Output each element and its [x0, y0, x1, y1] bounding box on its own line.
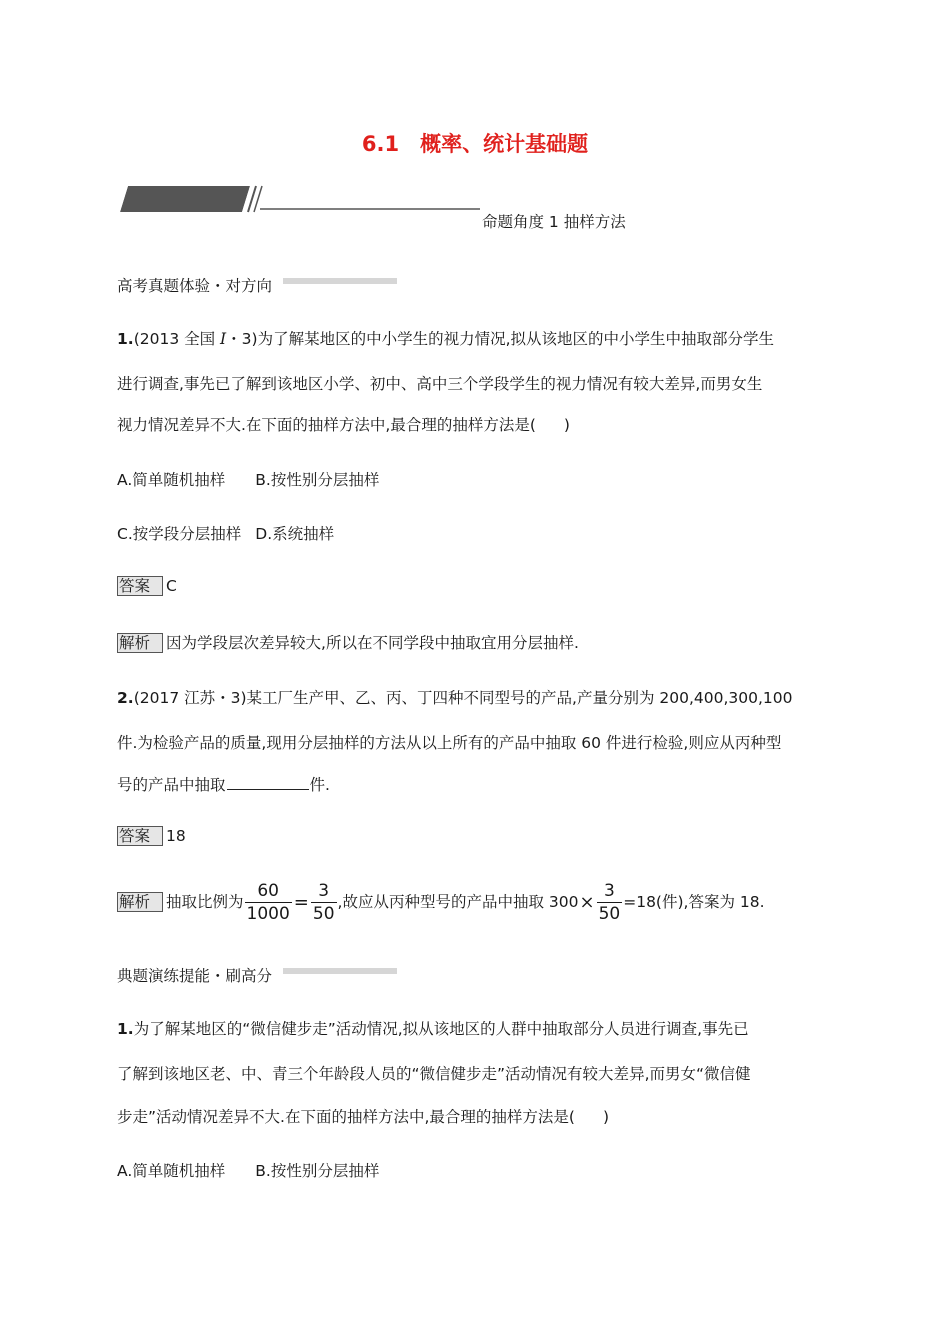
- p1-text: 为了解某地区的“微信健步走”活动情况,拟从该地区的人群中抽取部分人员进行调查,事先已: [133, 1020, 749, 1038]
- banner-bar-dark: [120, 186, 250, 212]
- fraction-60-1000: [245, 880, 292, 925]
- q1-analysis: [117, 631, 579, 653]
- equals-sign: =: [293, 892, 309, 913]
- answer-value: 18: [166, 827, 186, 845]
- fraction-numerator: 3: [597, 880, 623, 903]
- option-a: A.简单随机抽样: [117, 1162, 226, 1180]
- q1-paren-close: ): [563, 416, 570, 434]
- section-heading-1: [117, 274, 272, 296]
- fraction-3-50: [311, 880, 337, 925]
- times-sign: ×: [579, 892, 595, 913]
- analysis-text: 因为学段层次差异较大,所以在不同学段中抽取宜用分层抽样.: [166, 634, 579, 652]
- fraction-denominator: 50: [598, 904, 621, 924]
- q1-line-3: [117, 413, 570, 435]
- q2-answer: [117, 826, 186, 846]
- question-number: 1.: [117, 1020, 134, 1038]
- fraction-3-50-b: [597, 880, 623, 925]
- section-heading-label: 典题演练提能・刷高分: [117, 967, 273, 985]
- q1-line-1: [117, 327, 774, 349]
- analysis-tag: 解析: [117, 892, 163, 912]
- option-c: C.按学段分层抽样: [117, 525, 242, 543]
- q2-unit: 件.: [309, 776, 330, 794]
- answer-tag: 答案: [117, 576, 163, 596]
- fraction-numerator: 60: [245, 880, 292, 903]
- section-heading-bar: [283, 278, 397, 284]
- answer-tag: 答案: [117, 826, 163, 846]
- section-heading-bar: [283, 968, 397, 974]
- question-number: 2.: [117, 689, 134, 707]
- p1-line-3: [117, 1105, 609, 1127]
- q2-analysis: [117, 880, 765, 925]
- p1-paren-close: ): [602, 1108, 609, 1126]
- option-b: B.按性别分层抽样: [255, 1162, 380, 1180]
- analysis-tag: 解析: [117, 633, 163, 653]
- q1-roman: Ⅰ: [220, 330, 227, 348]
- option-a: A.简单随机抽样: [117, 471, 226, 489]
- q1-options-cd: [117, 522, 334, 544]
- q1-options-ab: [117, 468, 379, 490]
- p1-line-1: [117, 1017, 749, 1039]
- banner-label: 命题角度 1 抽样方法: [482, 213, 626, 231]
- answer-value: C: [166, 577, 177, 595]
- q1-text-end: 视力情况差异不大.在下面的抽样方法中,最合理的抽样方法是(: [117, 416, 536, 434]
- p1-options-ab: [117, 1159, 379, 1181]
- option-b: B.按性别分层抽样: [255, 471, 380, 489]
- section-heading-label: 高考真题体验・对方向: [117, 277, 273, 295]
- option-d: D.系统抽样: [255, 525, 335, 543]
- analysis-text: =18(件),答案为 18.: [623, 893, 765, 911]
- analysis-text: ,故应从丙种型号的产品中抽取 300: [337, 893, 579, 911]
- q1-text: ・3)为了解某地区的中小学生的视力情况,拟从该地区的中小学生中抽取部分学生: [226, 330, 775, 348]
- p1-line-2: 了解到该地区老、中、青三个年龄段人员的“微信健步走”活动情况有较大差异,而男女“微信健: [117, 1065, 751, 1083]
- fraction-numerator: 3: [311, 880, 337, 903]
- fraction-denominator: 1000: [246, 904, 290, 924]
- q2-text: (2017 江苏・3)某工厂生产甲、乙、丙、丁四种不同型号的产品,产量分别为 200,400,300,100: [133, 689, 793, 707]
- p1-text-end: 步走”活动情况差异不大.在下面的抽样方法中,最合理的抽样方法是(: [117, 1108, 575, 1126]
- section-heading-2: [117, 964, 272, 986]
- q1-line-2: 进行调查,事先已了解到该地区小学、初中、高中三个学段学生的视力情况有较大差异,而男女生: [117, 375, 763, 393]
- question-number: 1.: [117, 330, 134, 348]
- q2-line-3: [117, 773, 330, 795]
- q1-source: (2013 全国: [133, 330, 221, 348]
- answer-blank: [227, 773, 309, 790]
- q1-answer: [117, 576, 177, 596]
- analysis-text: 抽取比例为: [166, 893, 244, 911]
- fraction-denominator: 50: [312, 904, 335, 924]
- q2-line-1: [117, 686, 793, 708]
- q2-text-end: 号的产品中抽取: [117, 776, 226, 794]
- page-title: 6.1 概率、统计基础题: [361, 132, 589, 156]
- q2-line-2: 件.为检验产品的质量,现用分层抽样的方法从以上所有的产品中抽取 60 件进行检验,则应从丙种型: [117, 734, 782, 752]
